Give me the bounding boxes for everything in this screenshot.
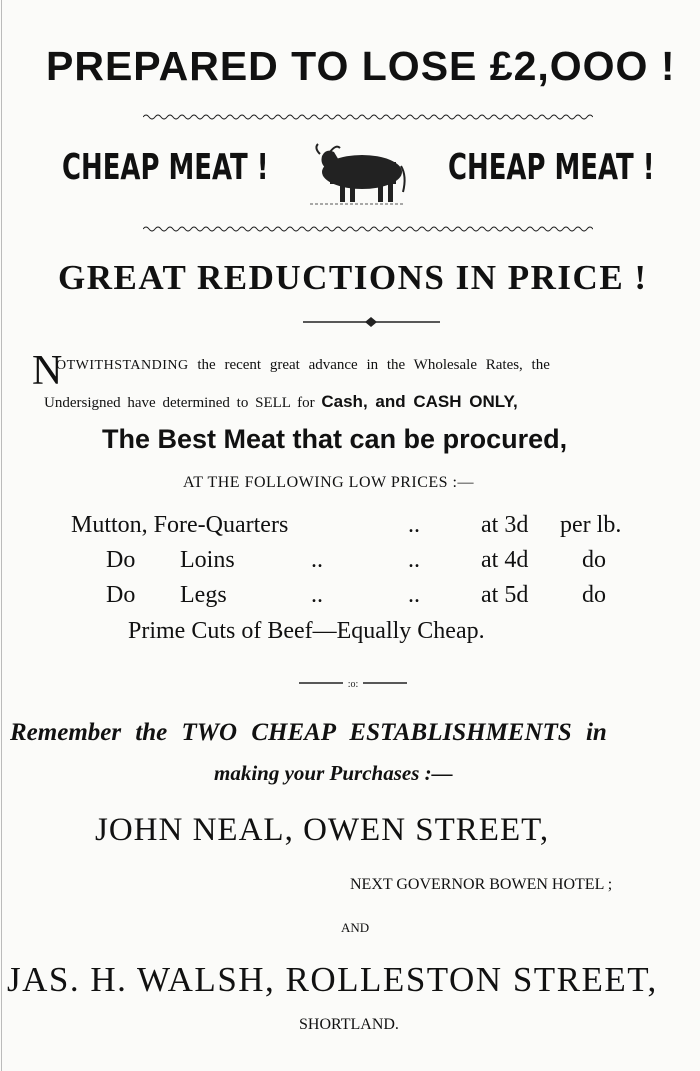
price-subitem: Loins xyxy=(180,547,235,573)
great-reductions-heading: GREAT REDUCTIONS IN PRICE ! xyxy=(58,258,648,297)
purchases-line: making your Purchases :— xyxy=(214,761,453,785)
wavy-divider-top xyxy=(143,112,593,122)
price-item: Mutton, Fore-Quarters xyxy=(71,512,289,538)
price-value: at 5d xyxy=(481,582,529,608)
price-subitem: Legs xyxy=(180,582,227,608)
walsh-address: JAS. H. WALSH, ROLLESTON STREET, xyxy=(7,960,658,999)
headline: PREPARED TO LOSE £2,OOO ! xyxy=(46,43,676,89)
wavy-divider-bottom xyxy=(143,224,593,234)
cheap-meat-left: CHEAP MEAT ! xyxy=(62,147,269,188)
diamond-rule-divider xyxy=(303,316,440,328)
price-value: at 3d xyxy=(481,512,529,538)
intro-caps: OTWITHSTANDING xyxy=(56,358,189,373)
price-leader-dots: .. xyxy=(408,512,420,538)
and-separator: AND xyxy=(341,920,370,935)
price-leader-dots: .. xyxy=(311,582,323,608)
price-leader-dots: .. xyxy=(408,582,420,608)
best-meat-heading: The Best Meat that can be procured, xyxy=(102,424,568,454)
price-unit: do xyxy=(582,547,606,573)
price-item: Do xyxy=(106,547,136,573)
page-edge-rule xyxy=(1,0,2,1071)
intro-line-2-text: Undersigned have determined to SELL for xyxy=(44,395,315,411)
drop-cap: N xyxy=(32,348,63,394)
intro-line-2 xyxy=(44,392,518,412)
price-unit: per lb. xyxy=(560,512,622,538)
price-leader-dots: .. xyxy=(311,547,323,573)
john-neal-address: JOHN NEAL, OWEN STREET, xyxy=(95,812,550,848)
dot-rule-divider xyxy=(299,676,407,690)
next-governor-line: NEXT GOVERNOR BOWEN HOTEL ; xyxy=(350,876,613,893)
remember-line: Remember the TWO CHEAP ESTABLISHMENTS in xyxy=(10,719,607,746)
price-unit: do xyxy=(582,582,606,608)
ox-illustration-icon xyxy=(300,138,415,210)
intro-line-1-text: the recent great advance in the Wholesale Rates, the xyxy=(197,357,550,373)
cash-only-text: Cash, and CASH ONLY, xyxy=(321,392,518,411)
intro-line-1 xyxy=(56,357,550,374)
price-value: at 4d xyxy=(481,547,529,573)
following-prices-label: AT THE FOLLOWING LOW PRICES :— xyxy=(183,474,474,491)
prime-cuts-line: Prime Cuts of Beef—Equally Cheap. xyxy=(128,618,485,644)
price-item: Do xyxy=(106,582,136,608)
divider-text: :o: xyxy=(347,679,359,690)
price-leader-dots: .. xyxy=(408,547,420,573)
cheap-meat-right: CHEAP MEAT ! xyxy=(448,147,655,188)
shortland-line: SHORTLAND. xyxy=(299,1016,399,1033)
